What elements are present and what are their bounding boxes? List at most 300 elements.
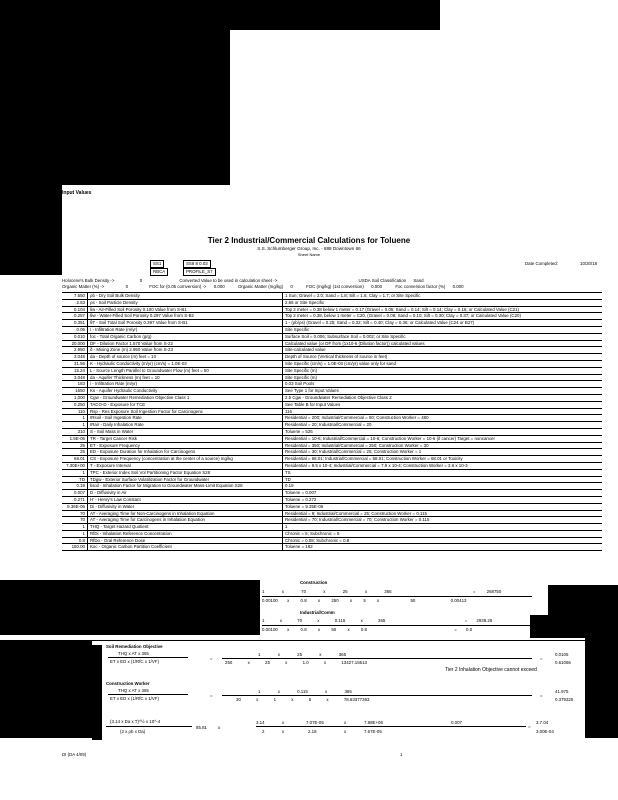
param-name: da - Depth of source (m) feet = 10 (88, 354, 283, 360)
table-row (62, 531, 602, 538)
param-value: 25 (62, 443, 88, 449)
calc-row2 (262, 618, 492, 623)
param-value: 1 (62, 531, 88, 537)
param-note: 1 (285, 524, 288, 530)
calc-row4 (258, 689, 352, 694)
param-value: 0.250 (62, 402, 88, 408)
param-name: Ks - Aquifer Hydraulic Conductivity (88, 388, 283, 394)
calc-val: 0.8 (360, 627, 367, 632)
calc-op: x (287, 627, 290, 632)
param-note: Top 2 meter = 0.38 below 1 meter = 0.17 (Gravel = 0.05; Sand = 0.14; Silt = 0.14; Clay = 0.16; or Calculated Value (C21) (285, 306, 519, 312)
calc-val: 50 (410, 598, 416, 603)
table-row (62, 368, 602, 375)
redaction-top-center (230, 0, 440, 30)
calc-op: x (277, 652, 280, 657)
calc-row3-bottom: ET x ED x (1/RfC x 1/VF) (110, 659, 159, 664)
param-name: AT - Averaging Time for Non-Carcinogens in Inhalation Equation (88, 511, 283, 517)
calc-op: x (317, 598, 321, 603)
param-name: DF - Dilution Factor 1.570 Value from S-22 (88, 341, 283, 347)
soil-class-value: Sand (413, 278, 424, 283)
param-name: θw - Water-Filled Soil Porosity 0.297 Value from S-B2 (88, 313, 283, 319)
table-row (62, 443, 602, 450)
top-row-1 (62, 278, 602, 284)
param-name: foc - Total Organic Carbon (g/g) (88, 334, 283, 340)
param-value: 1 (62, 524, 88, 530)
date-value: 10/20/18 (580, 261, 598, 266)
param-value: 0.8 (62, 538, 88, 544)
calc-result: 268750 (486, 589, 502, 594)
table-row (62, 327, 602, 334)
param-name: T - Exposure Interval (88, 463, 283, 469)
calc-val: 0.115 (297, 689, 308, 694)
param-value: 1.9E-06 (62, 436, 88, 442)
chip-profile: PROFILE_S7 (183, 268, 216, 276)
calc-section1-label: Construction (300, 580, 328, 585)
param-note: 1 Sun; Gravel = 2.0; Sand = 1.8; Silt = 1.6; Clay = 1.7; or Site Specific (285, 293, 421, 298)
calc-val: 0.00100 (262, 598, 278, 603)
calc-row4-result2: 0.379325 (555, 697, 574, 702)
table-row (62, 361, 602, 368)
calc-op: x (247, 660, 250, 665)
calc-val: 250 (225, 660, 233, 665)
calc-op: x (364, 589, 368, 594)
table-row (62, 517, 602, 524)
calc-op: x (377, 598, 380, 603)
param-note: Toluene = 9.35E-06 (285, 503, 324, 509)
param-note: Site Specific (m) (285, 367, 317, 373)
table-row (62, 313, 602, 320)
table-row (62, 490, 602, 497)
table-row (62, 402, 602, 409)
table-row (62, 293, 602, 300)
param-note: Surface Soil = 0.006; Subsurface Soil = 0.002; or Site Specific (285, 333, 406, 339)
calc-op: x (319, 652, 322, 657)
param-value: 2.63 (62, 300, 88, 306)
calc-section2-label: Industrial/Comm (300, 610, 335, 615)
param-name: δ - Mixing Zone (m) 2.950 Value from S-23 (88, 347, 283, 353)
fraction-line (106, 726, 192, 727)
param-name: IRsoil - Soil Ingestion Rate (88, 415, 283, 421)
calc-op: x (277, 689, 280, 694)
calc-val: 5 (363, 598, 366, 603)
param-note: Toluene = 0.272 (285, 496, 317, 502)
param-name: Cgw - Groundwater Remediation Objective Class 1 (88, 395, 283, 401)
table-row (62, 544, 602, 551)
param-name: L - Source Length Parallel to Groundwater Flow (m) feet = 50 (88, 368, 283, 374)
calc-op: x (349, 598, 353, 603)
table-row (62, 449, 602, 456)
table-row (62, 463, 602, 470)
param-note: Toluene = 526 (285, 428, 313, 434)
redaction-top-left (0, 0, 230, 185)
param-note: Chronic = 5; Subchronic = 5 (285, 530, 340, 536)
table-row (62, 354, 602, 361)
calc-val: 13427.15513 (341, 660, 367, 665)
calc-result: 0.0 (466, 627, 473, 632)
param-note: TD (285, 476, 291, 482)
table-row (62, 511, 602, 518)
fraction-line (108, 694, 188, 695)
param-name: I - Infiltration Rate (m/yr) (88, 327, 283, 333)
fraction-line (256, 726, 526, 727)
param-value: 1 (62, 415, 88, 421)
table-row (62, 334, 602, 341)
param-value: 70 (62, 511, 88, 517)
table-row (62, 381, 602, 388)
calc-op: = (454, 627, 457, 632)
table-row (62, 429, 602, 436)
table-row (62, 409, 602, 416)
param-value: 3.048 (62, 354, 88, 360)
calc-row5-bottom: (2 x ρb x Da) (120, 729, 146, 734)
table-row (62, 395, 602, 402)
calc-op: x (291, 697, 294, 702)
calc-val: 1 (258, 689, 261, 694)
param-note: Residential = 30; Industrial/Commercial = 25; Construction Worker = 1 (285, 449, 422, 455)
calc-op: x (344, 720, 347, 725)
param-name: TDgw - Exterior Surface Volatilization Factor for Groundwater (88, 477, 283, 483)
calc-row3 (258, 652, 346, 657)
table-row (62, 436, 602, 443)
param-note: Residential = 68.01; Industrial/Commercial = 68.01; Construction Worker = 68.01 or Toxicity (285, 456, 463, 462)
calc-val: 365 (338, 652, 347, 657)
calc-op: x (326, 697, 329, 702)
table-row (62, 538, 602, 545)
param-name: K - Hydraulic Conductivity (m/yr) (cm/s) = 1.0E-03 (88, 361, 283, 367)
foc-mgkg-value: 0.000 (371, 284, 383, 289)
organic-matter-value: 0 (125, 284, 129, 289)
calc-eq: = (528, 724, 531, 729)
param-note: Site Specific (cm/s) = 1.0E-03 (cm/yr) value only for sand (285, 360, 396, 366)
param-note: Site Specific (285, 326, 310, 332)
param-note: Site Specific (m) (285, 374, 317, 380)
page-number: 1 (400, 752, 403, 757)
calc-op: x (317, 627, 321, 632)
param-note: TS (285, 469, 291, 475)
bulk-density-label: Holocene's Bulk Density -> (62, 278, 115, 283)
calc-val: 50 (331, 627, 337, 632)
param-name: Koc - Organic Carbon Partition Coefficient (88, 544, 283, 550)
table-row (62, 341, 602, 348)
param-name: TPC - Exterior Index Soil Vol Partitioning Factor Equation S28 (88, 470, 283, 476)
calc-val: 1 (262, 618, 265, 623)
table-row (62, 504, 602, 511)
calc-result: 0.00413 (450, 598, 467, 603)
calc-val: 365 (384, 589, 392, 594)
param-name: IRair - Daily Inhalation Rate (88, 422, 283, 428)
calc-op: x (344, 729, 347, 734)
table-row (62, 300, 602, 307)
param-name: TACO-D - Exposure for TCE (88, 402, 283, 408)
calc-row2b (262, 627, 472, 632)
calc-op: x (360, 618, 363, 623)
calc-row1 (262, 589, 501, 594)
section-divider (92, 640, 585, 641)
param-value: 0.19 (62, 483, 88, 489)
param-note: 0.19 (285, 483, 294, 489)
param-note: 1 - (ρb/ρs) (Gravel = 0.25; Sand = 0.32; Silt = 0.40; Clay = 0.36; or Calculated Value (C24 or B27) (285, 320, 475, 326)
param-value: 1 (62, 470, 88, 476)
param-note: Depth of Source (Vertical thickness of source in feet) (285, 354, 388, 360)
table-row (62, 307, 602, 314)
calc-val: 25 (342, 589, 348, 594)
param-note: Residential = 70; Industrial/Commercial = 70; Construction Worker = 0.115 (285, 517, 430, 523)
calc-section4-label: Construction Worker (106, 681, 150, 686)
chip-rbca: RBCA (150, 268, 168, 276)
calc-val: 2.18 (308, 729, 317, 734)
param-note: Top 2 meter = 0.38, below 1 meter = C20, (Gravel = 0.08; Sand = 0.10; Silt = 0.30; Clay = 0.37; or Calculated Value (C20) (285, 313, 521, 319)
param-value: 9.36E-06 (62, 504, 88, 510)
param-value: 310 (62, 429, 88, 435)
param-note: Chronic = 0.08; Subchronic = 0.8 (285, 537, 350, 543)
table-row (62, 497, 602, 504)
organic-matter-label: Organic Matter (%) -> (62, 284, 105, 289)
param-value: 1,000 (62, 395, 88, 401)
table-row (62, 375, 602, 382)
calc-row3-note: Tier 2 Inhalation Objective cannot exceed (445, 667, 537, 673)
table-row (62, 470, 602, 477)
calc-row4b (236, 697, 369, 702)
calc-val: 0.8 (300, 598, 307, 603)
calc-op: x (323, 589, 326, 594)
calc-result: 3.00E-04 (536, 729, 554, 734)
table-row (62, 422, 602, 429)
param-name: TR - Target Cancer Risk (88, 436, 283, 442)
calc-val: 85.81 (196, 725, 207, 730)
calc-op: x (287, 598, 290, 603)
param-note: 2.5 Cgw - Groundwater Remediation Objective Class 2 (285, 394, 392, 400)
calc-row4-top: THQ x AT x 365 (118, 688, 149, 693)
param-name: ED - Exposure Duration for Inhalation for Carcinogens (88, 449, 283, 455)
param-name: S - Soil Mass in Water (88, 429, 283, 435)
redaction-left-strip (0, 185, 62, 275)
calc-row5-top: (3.14 x Da x T)^½ x 10^-4 (110, 719, 161, 724)
param-note: Residential = 200; Industrial/Commercial = 50; Construction Worker = 480 (285, 415, 429, 421)
param-name: AT - Averaging Time for Carcinogens in Inhalation Equation (88, 517, 283, 523)
param-note: Residential = 20; Industrial/Commercial = 20 (285, 422, 372, 428)
param-value: 0.257 (62, 313, 88, 319)
param-value: 0.007 (62, 490, 88, 496)
param-note: Residential = 9.5 x 10-4; Industrial/Commercial = 7.9 x 10-4; Construction Worker = 3.6 x 10-3 (285, 462, 468, 468)
calc-row4-bottom: ET x ED x (1/RfC x 1/VF) (110, 696, 159, 701)
sheet-name: Sheet Name (297, 252, 321, 257)
calc-op: x (279, 618, 282, 623)
calc-section3-label: Soil Remediation Objective (106, 644, 163, 649)
calc-op: x (317, 618, 320, 623)
fraction-line (222, 658, 532, 659)
calc-val: 30 (236, 697, 241, 702)
param-note: Toluene = 0.007 (285, 490, 317, 496)
calc-eq: = (210, 656, 213, 661)
top-row-2 (62, 284, 602, 290)
calc-val: 365 (344, 689, 352, 694)
param-name: da - Aquifer Thickness (m) feet = 10 (88, 375, 283, 381)
foc-value: 0.000 (213, 284, 225, 289)
calc-val: 78.63377363 (343, 697, 370, 702)
param-value: 110 (62, 409, 88, 415)
calc-eq: = (540, 656, 543, 661)
redaction-calc-left (0, 580, 260, 635)
calc-op: x (325, 689, 328, 694)
calc-val: 7.07E-05 (306, 720, 324, 725)
param-value: 2.950 (62, 347, 88, 353)
param-value: 7.30E+00 (62, 463, 88, 469)
calc-val: 250 (331, 598, 339, 603)
param-name: ρb - Dry Soil Bulk Density (88, 293, 283, 299)
param-value: 0.010 (62, 334, 88, 340)
calc-row3b (225, 660, 367, 665)
redaction-right-3 (585, 638, 618, 738)
param-value: 70 (62, 517, 88, 523)
calc-op: x (282, 720, 285, 725)
page-title: Tier 2 Industrial/Commercial Calculations for Toluene (207, 236, 411, 245)
param-note: 116 (285, 408, 292, 414)
date-label: Date Completed: (525, 261, 558, 266)
param-note: Residential = 9; Industrial/Commercial = 25; Construction Worker = 0.115 (285, 510, 427, 516)
param-name: ρs - Soil Particle Density (88, 300, 283, 306)
calc-row3-result2: 0.61066 (555, 660, 571, 665)
calc-op: = (464, 618, 468, 623)
calc-op: x (256, 697, 259, 702)
calc-op: x (281, 589, 284, 594)
param-value: 25 (62, 449, 88, 455)
param-note: 0.03 Soil Pools (285, 381, 315, 387)
param-name: i - Infiltration Rate (m/yr) (88, 381, 283, 387)
calc-op: x (347, 627, 350, 632)
table-row (62, 456, 602, 463)
footer-text: DI (DA 4/09) (62, 752, 87, 757)
param-value: 31.56 (62, 361, 88, 367)
param-value: 183 (62, 381, 88, 387)
soil-class-label: USDA Soil Classification (358, 278, 407, 283)
param-value: 20.000 (62, 341, 88, 347)
param-value: 15.24 (62, 368, 88, 374)
calc-row3-top: THQ x AT x 365 (118, 651, 149, 656)
calc-val: 0.00100 (262, 627, 278, 632)
bulk-density-value: 0 (139, 278, 143, 283)
param-value: 0.05 (62, 327, 88, 333)
calc-val: 1 (258, 652, 261, 657)
fraction-line (262, 596, 532, 597)
param-note: Site-calculated value (285, 347, 326, 353)
chip-ss1: SS1 (150, 260, 164, 268)
table-row (62, 483, 602, 490)
foc-mgkg-label: FOC (mg/kg) (1st conversion) (306, 284, 364, 289)
param-name: RfDo - Oral Reference Dose (88, 538, 283, 544)
fraction-line (262, 625, 532, 626)
parameter-table (62, 292, 602, 551)
calc-val: 2 (262, 729, 265, 734)
calc-val: 5 (308, 697, 312, 702)
calc-val: 70 (297, 618, 303, 623)
calc-op: x (323, 660, 327, 665)
calc-row3-result: 0.0105 (555, 652, 569, 657)
calc-row1b (262, 598, 466, 603)
table-row (62, 347, 602, 354)
param-name: θT - Soil Total Soil Porosity 0.397 Value from S-B1 (88, 320, 283, 326)
param-name: D - Diffusivity in Air (88, 490, 283, 496)
param-value: 0.104 (62, 307, 88, 313)
foc-factor-label: Foc conversion factor (%) (395, 284, 446, 289)
table-row (62, 320, 602, 327)
calc-val: 0.8 (300, 627, 307, 632)
table-row (62, 477, 602, 484)
redaction-calc-left2 (0, 640, 92, 738)
calc-result: 2938.29 (476, 618, 493, 623)
param-value: 68.01 (62, 456, 88, 462)
param-name: θa - Air-Filled Soil Porosity 0.100 Value from S-B1 (88, 307, 283, 313)
param-note: 2.65 or Site Specific (285, 299, 325, 305)
chip-ss8: SS8 8 0.03 (183, 260, 211, 268)
param-value: TD (62, 477, 88, 483)
param-value: 1650 (62, 388, 88, 394)
calc-val: 1 (262, 589, 265, 594)
organic-mgkg-label: Organic Matter (mg/kg) (237, 284, 284, 289)
param-value: 0.271 (62, 497, 88, 503)
calc-val: 3.14 (256, 720, 265, 725)
param-name: Rsp - Res Exposure Soil Ingestion Factor for Carcinogens (88, 409, 283, 415)
param-name: ET - Exposure Frequency (88, 443, 283, 449)
calc-eq: = (540, 693, 543, 698)
param-value: 3.048 (62, 375, 88, 381)
param-name: CS - Exposure Frequency (concentration at the center of a source) mg/kg (88, 456, 283, 462)
param-name: ksoil - Inhalation Factor for Migration to Groundwater Mass-Limit Equation S28 (88, 483, 283, 489)
param-note: See Table B for Input Values (285, 401, 341, 407)
param-note: See Type 1 for Input Values (285, 388, 339, 394)
table-row (62, 524, 602, 531)
calc-val: 1.0 (302, 660, 309, 665)
calc-val: 0.115 (334, 618, 346, 623)
calc-op: = (472, 589, 476, 594)
table-row (62, 388, 602, 395)
calc-op: x (285, 660, 288, 665)
foc-label: FOC for (0.05 comversion) -> (149, 284, 207, 289)
param-value: 1 (62, 422, 88, 428)
calc-val: 25 (265, 660, 270, 665)
redaction-calc-bar (92, 645, 102, 740)
param-value: 7.550 (62, 293, 88, 299)
calc-op: x (282, 729, 285, 734)
calc-val: 7.88E+06 (364, 720, 383, 725)
organic-mgkg-value: 0 (290, 284, 293, 289)
param-note: Calculated value (or DF from (1x10-6 (Dilution factor)) calculated values (285, 340, 425, 346)
param-name: RfDi - Inhalation Reference Concentration (88, 531, 283, 537)
fraction-line (222, 695, 532, 696)
redaction-right-1 (548, 585, 618, 615)
calc-row4-result: 41.975 (555, 689, 569, 694)
page-subtitle: S.S. Schlumberger Group, Inc. - 888 Downtown 66 (257, 246, 361, 251)
table-row (62, 415, 602, 422)
calc-val: 7.67E-05 (364, 729, 382, 734)
calc-op: x (218, 725, 221, 730)
calc-val: 0.007 (451, 720, 462, 725)
param-name: Di - Diffusivity in Water (88, 504, 283, 510)
converted-value-label: Converted Value to be used in calculation sheet -> (179, 278, 278, 283)
calc-eq: = (210, 693, 213, 698)
param-name: H' - Henry's Law Constant (88, 497, 283, 503)
param-value: 0.351 (62, 320, 88, 326)
redaction-right-2 (530, 615, 618, 638)
calc-result: 3.7.04 (536, 720, 549, 725)
calc-val: 365 (378, 618, 386, 623)
param-note: Toluene = 182 (285, 544, 313, 550)
param-name: THQ - Target Hazard Quotient (88, 524, 283, 530)
param-note: Residential = 10-6; Industrial/Commercial = 10-6; Construction Worker = 10-6 (if cancer) Target = noncancer (285, 435, 495, 441)
param-note: Residential = 350; Industrial/Commercial = 250; Construction Worker = 30 (285, 442, 429, 448)
param-value: 150.00 (62, 544, 88, 550)
foc-factor-value: 0.000 (452, 284, 464, 289)
calc-val: 1 (273, 697, 277, 702)
